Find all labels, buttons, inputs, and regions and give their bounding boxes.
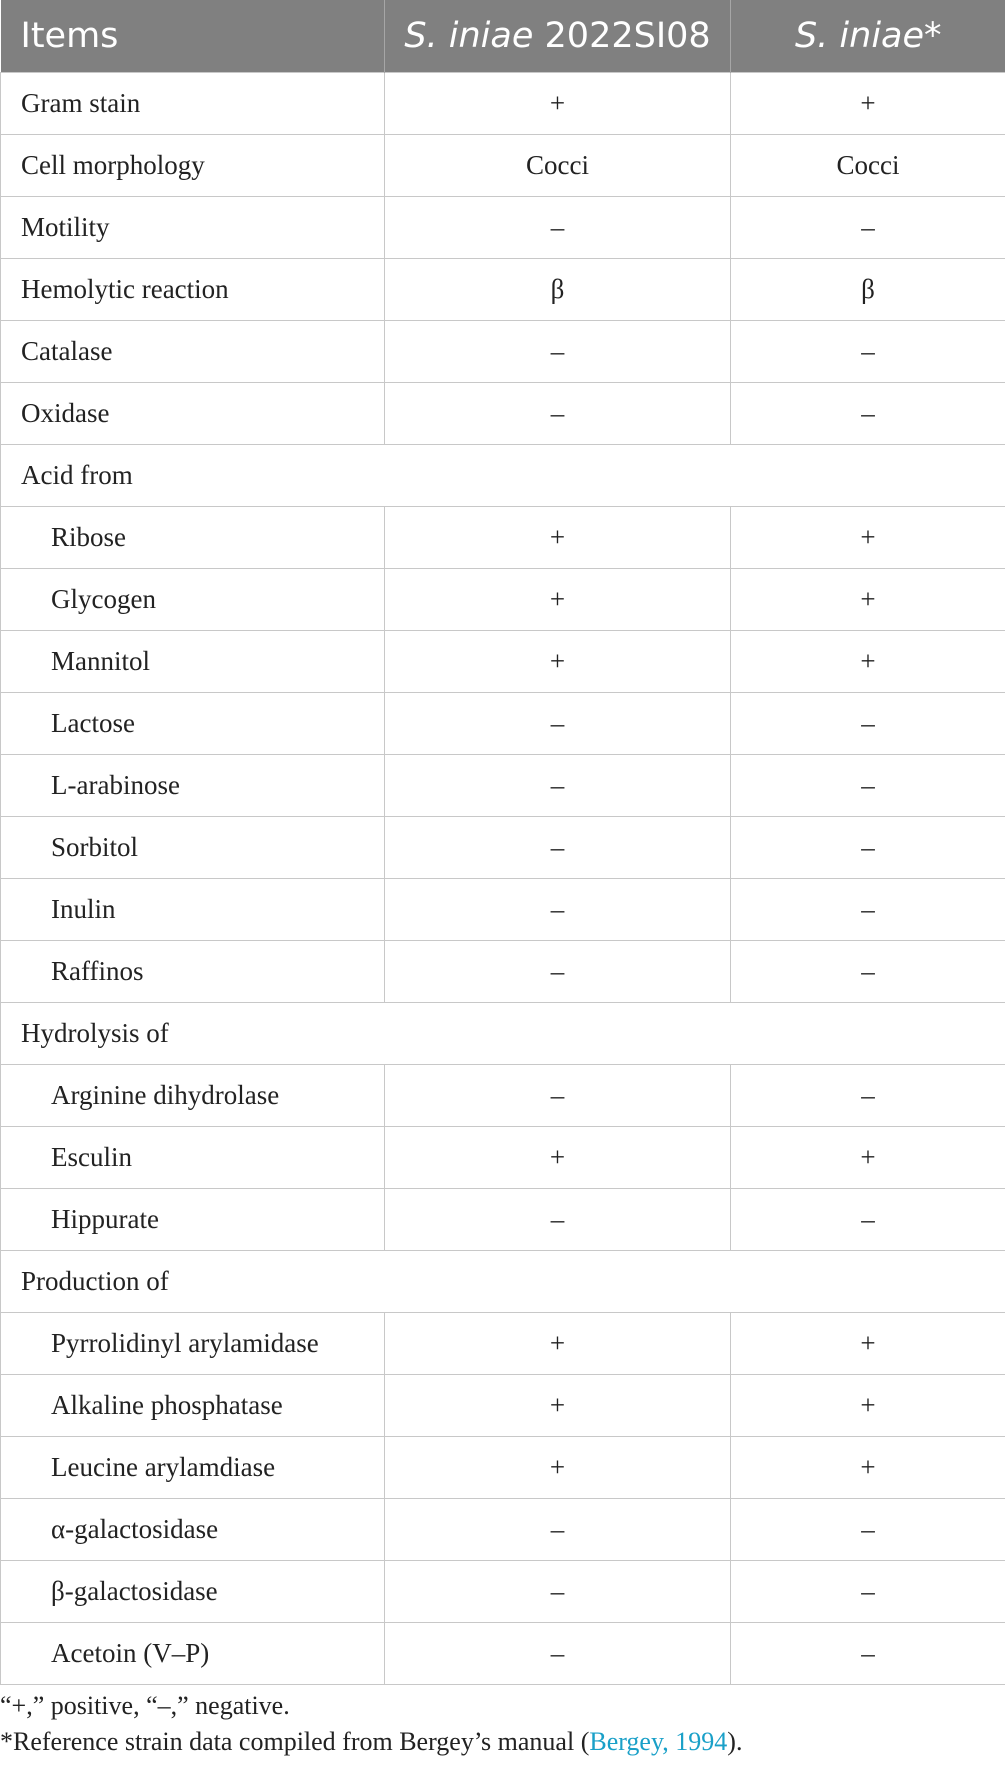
header-strain-id: 2022SI08 [533,15,711,56]
value-reference: – [731,1560,1005,1622]
row-label: Hippurate [1,1188,385,1250]
value-reference: + [731,568,1005,630]
table-row [1,1622,1005,1684]
header-reference-mark: * [924,15,942,56]
value-2022si08: – [385,1498,731,1560]
value-2022si08: – [385,1188,731,1250]
table-group-row [1,444,1005,506]
value-2022si08: + [385,1126,731,1188]
value-2022si08: + [385,1312,731,1374]
value-2022si08: + [385,1374,731,1436]
value-2022si08: – [385,878,731,940]
table-footnotes [0,1688,1005,1760]
citation-link[interactable]: Bergey, 1994 [589,1727,728,1756]
row-label: Sorbitol [1,816,385,878]
table-header [1,0,1005,72]
table-row [1,1374,1005,1436]
header-strain-2022si08 [385,0,731,72]
table-row [1,1560,1005,1622]
value-reference: + [731,1436,1005,1498]
value-2022si08: – [385,692,731,754]
row-label: Raffinos [1,940,385,1002]
table-row [1,1436,1005,1498]
row-label: Catalase [1,320,385,382]
value-2022si08: – [385,320,731,382]
value-reference: – [731,816,1005,878]
table-row [1,568,1005,630]
value-2022si08: – [385,1064,731,1126]
value-reference: + [731,506,1005,568]
value-2022si08: + [385,72,731,134]
footnote-reference-text: *Reference strain data compiled from Bergey’s manual ( [0,1727,590,1756]
row-label: Cell morphology [1,134,385,196]
table-row [1,1498,1005,1560]
footnote-reference-end: ). [727,1727,743,1756]
row-label: Ribose [1,506,385,568]
group-label: Production of [1,1250,1005,1312]
value-reference: + [731,1312,1005,1374]
table-row [1,196,1005,258]
footnote-legend: “+,” positive, “–,” negative. [0,1691,290,1720]
table-row [1,692,1005,754]
group-label: Acid from [1,444,1005,506]
row-label: Inulin [1,878,385,940]
value-reference: – [731,940,1005,1002]
header-species-name: S. iniae [404,15,534,56]
table-row [1,754,1005,816]
header-items [1,0,385,72]
value-reference: – [731,382,1005,444]
value-reference: – [731,320,1005,382]
row-label: Oxidase [1,382,385,444]
value-reference: – [731,1498,1005,1560]
value-reference: – [731,1064,1005,1126]
table-row [1,630,1005,692]
table-row [1,1188,1005,1250]
table-row [1,1064,1005,1126]
value-2022si08: Cocci [385,134,731,196]
row-label: Glycogen [1,568,385,630]
row-label: Motility [1,196,385,258]
table-row [1,72,1005,134]
value-2022si08: + [385,630,731,692]
row-label: L-arabinose [1,754,385,816]
row-label: Esculin [1,1126,385,1188]
row-label: Lactose [1,692,385,754]
value-2022si08: – [385,382,731,444]
value-reference: + [731,630,1005,692]
value-reference: Cocci [731,134,1005,196]
value-reference: – [731,196,1005,258]
value-2022si08: – [385,940,731,1002]
row-label: Mannitol [1,630,385,692]
value-reference: β [731,258,1005,320]
header-row [1,0,1005,72]
value-reference: – [731,878,1005,940]
header-reference-species: S. iniae [794,15,925,56]
table-group-row [1,1002,1005,1064]
value-2022si08: + [385,1436,731,1498]
value-reference: + [731,1374,1005,1436]
value-reference: + [731,72,1005,134]
row-label: Alkaline phosphatase [1,1374,385,1436]
value-reference: – [731,754,1005,816]
row-label: α-galactosidase [1,1498,385,1560]
table-row [1,878,1005,940]
row-label: Leucine arylamdiase [1,1436,385,1498]
value-2022si08: – [385,754,731,816]
group-label: Hydrolysis of [1,1002,1005,1064]
value-reference: – [731,1188,1005,1250]
row-label: Arginine dihydrolase [1,1064,385,1126]
row-label: Hemolytic reaction [1,258,385,320]
value-reference: – [731,1622,1005,1684]
value-2022si08: – [385,196,731,258]
table-group-row [1,1250,1005,1312]
header-reference-strain [731,0,1005,72]
table-row [1,1312,1005,1374]
value-2022si08: + [385,568,731,630]
table-row [1,320,1005,382]
row-label: Pyrrolidinyl arylamidase [1,1312,385,1374]
value-2022si08: – [385,1560,731,1622]
table-row [1,382,1005,444]
table-row [1,506,1005,568]
table-row [1,816,1005,878]
row-label: Gram stain [1,72,385,134]
table-row [1,1126,1005,1188]
footnote-reference [0,1724,1005,1760]
row-label: β-galactosidase [1,1560,385,1622]
value-reference: – [731,692,1005,754]
value-2022si08: – [385,1622,731,1684]
value-reference: + [731,1126,1005,1188]
value-2022si08: – [385,816,731,878]
row-label: Acetoin (V–P) [1,1622,385,1684]
table-row [1,940,1005,1002]
value-2022si08: β [385,258,731,320]
table-row [1,258,1005,320]
header-items-label: Items [20,15,119,56]
table-body [1,72,1005,1684]
value-2022si08: + [385,506,731,568]
table-row [1,134,1005,196]
